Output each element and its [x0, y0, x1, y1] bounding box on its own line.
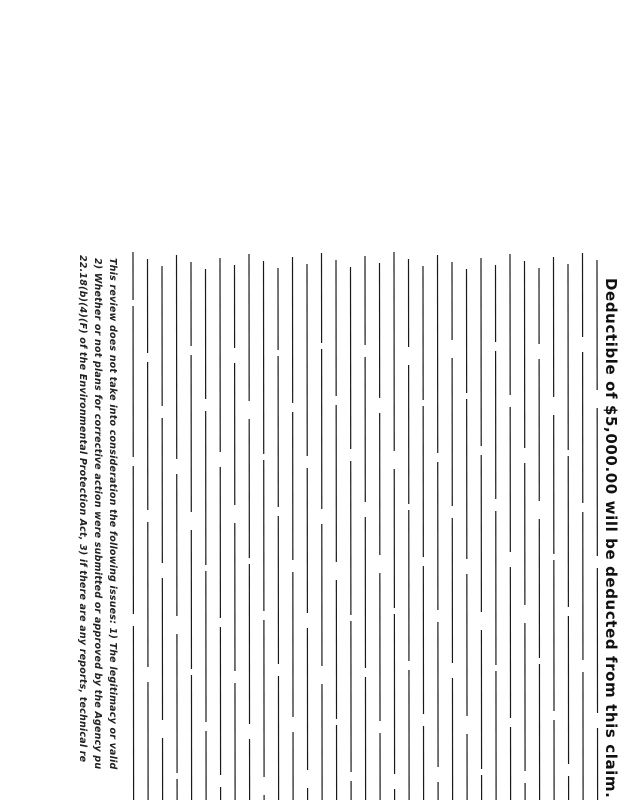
scan-gap: [494, 342, 497, 351]
scan-gap: [190, 669, 193, 675]
scan-gap: [233, 671, 236, 683]
scan-gap: [291, 403, 294, 412]
form-rule-line: [249, 254, 250, 800]
scan-gap: [436, 453, 439, 462]
scan-gap: [552, 397, 555, 415]
scan-gap: [581, 660, 584, 672]
scan-gap: [581, 337, 584, 352]
scan-gap: [190, 512, 193, 530]
form-rule-line: [568, 264, 569, 800]
scan-gap: [204, 722, 207, 731]
scan-gap: [320, 343, 323, 349]
form-rule-line: [525, 261, 526, 800]
scan-gap: [291, 560, 294, 572]
scan-gap: [364, 668, 367, 677]
scan-gap: [596, 390, 599, 408]
form-rule-line: [264, 261, 265, 800]
form-rule-line: [148, 259, 149, 800]
scan-gap: [306, 770, 309, 788]
scan-gap: [132, 300, 135, 306]
scan-gap: [219, 775, 222, 787]
scan-gap: [335, 562, 338, 580]
scan-gap: [233, 505, 236, 523]
form-rule-line: [481, 258, 482, 800]
scan-gap: [523, 605, 526, 623]
form-rule-line: [162, 266, 163, 800]
scan-gap: [146, 667, 149, 682]
form-rule-line: [409, 259, 410, 800]
scan-gap: [248, 558, 251, 564]
form-rule-line: [351, 267, 352, 800]
scan-gap: [407, 661, 410, 670]
form-rule-line: [220, 258, 221, 800]
scan-gap: [509, 718, 512, 727]
scan-gap: [538, 501, 541, 519]
scan-gap: [146, 510, 149, 522]
scan-gap: [581, 503, 584, 512]
scan-gap: [277, 507, 280, 516]
scan-gap: [523, 448, 526, 463]
form-rule-line: [177, 255, 178, 800]
scan-gap: [161, 720, 164, 738]
scan-gap: [364, 502, 367, 517]
review-note-line-1: This review does not take into consideration the following issues: 1) The legitimacy or valid: [107, 258, 118, 770]
form-rule-line: [438, 255, 439, 800]
scan-gap: [436, 767, 439, 782]
scan-gap: [494, 499, 497, 511]
scan-gap: [494, 665, 497, 671]
scan-gap: [219, 618, 222, 627]
scan-gap: [465, 393, 468, 399]
scan-gap: [320, 509, 323, 524]
review-note-line-3: 22.18(b)(4)(F) of the Environmental Protection Act, 3) if there are any reports, technical re: [77, 255, 88, 763]
scan-gap: [378, 721, 381, 733]
form-rule-line: [307, 264, 308, 800]
scan-gap: [132, 457, 135, 466]
scan-gap: [349, 772, 352, 781]
scan-gap: [465, 559, 468, 574]
scan-gap: [509, 395, 512, 407]
scan-gap: [538, 344, 541, 359]
form-rule-line: [278, 268, 279, 800]
scan-gap: [451, 663, 454, 678]
form-rule-line: [235, 265, 236, 800]
scan-gap: [161, 406, 164, 418]
scan-gap: [306, 456, 309, 468]
scan-gap: [436, 610, 439, 622]
scan-gap: [393, 774, 396, 789]
scan-gap: [161, 563, 164, 578]
scan-gap: [596, 556, 599, 568]
scan-gap: [552, 711, 555, 720]
scan-gap: [291, 717, 294, 732]
form-rule-line: [133, 252, 134, 800]
scan-gap: [451, 506, 454, 518]
scan-gap: [552, 554, 555, 560]
scan-gap: [248, 724, 251, 739]
scan-gap: [378, 398, 381, 413]
form-rule-line: [365, 256, 366, 800]
scan-gap: [509, 552, 512, 567]
scan-gap: [262, 454, 265, 460]
scan-gap: [567, 764, 570, 776]
scan-gap: [306, 613, 309, 628]
scan-gap: [567, 450, 570, 456]
scan-gap: [422, 557, 425, 566]
scan-gap: [451, 340, 454, 358]
scan-gap: [364, 345, 367, 357]
scan-gap: [596, 713, 599, 728]
form-rule-line: [583, 253, 584, 800]
scan-gap: [393, 608, 396, 614]
scan-gap: [567, 607, 570, 616]
scan-gap: [175, 616, 178, 634]
scan-gap: [422, 714, 425, 726]
scan-gap: [219, 452, 222, 467]
scan-gap: [480, 769, 483, 775]
scan-gap: [480, 612, 483, 630]
scan-gap: [248, 401, 251, 419]
deductible-heading: Deductible of $5,000.00 will be deducted from this claim.: [602, 278, 620, 799]
scan-gap: [277, 350, 280, 356]
scan-gap: [190, 346, 193, 355]
scan-gap: [378, 555, 381, 573]
scan-gap: [132, 614, 135, 626]
scan-gap: [233, 348, 236, 363]
form-rule-line: [191, 262, 192, 800]
scan-gap: [204, 565, 207, 571]
scan-gap: [407, 347, 410, 365]
form-rule-line: [206, 269, 207, 800]
scan-gap: [465, 716, 468, 734]
scan-gap: [175, 773, 178, 779]
scan-gap: [262, 611, 265, 620]
scan-gap: [523, 771, 526, 783]
scan-gap: [262, 777, 265, 795]
scan-gap: [335, 396, 338, 405]
scan-gap: [422, 400, 425, 406]
scan-gap: [407, 504, 410, 510]
form-rule-line: [322, 253, 323, 800]
scan-gap: [538, 658, 541, 664]
scan-gap: [480, 446, 483, 455]
form-rule-line: [394, 252, 395, 800]
review-note-line-2: 2) Whether or not plans for corrective action were submitted or approved by the Agency pu: [92, 258, 103, 770]
scan-gap: [146, 353, 149, 362]
scan-gap: [349, 449, 352, 461]
scan-gap: [320, 666, 323, 684]
scan-gap: [175, 459, 178, 474]
scan-gap: [277, 664, 280, 676]
form-rule-line: [380, 263, 381, 800]
scan-gap: [393, 451, 396, 469]
scan-gap: [204, 399, 207, 411]
scan-gap: [335, 719, 338, 725]
scan-gap: [349, 615, 352, 621]
